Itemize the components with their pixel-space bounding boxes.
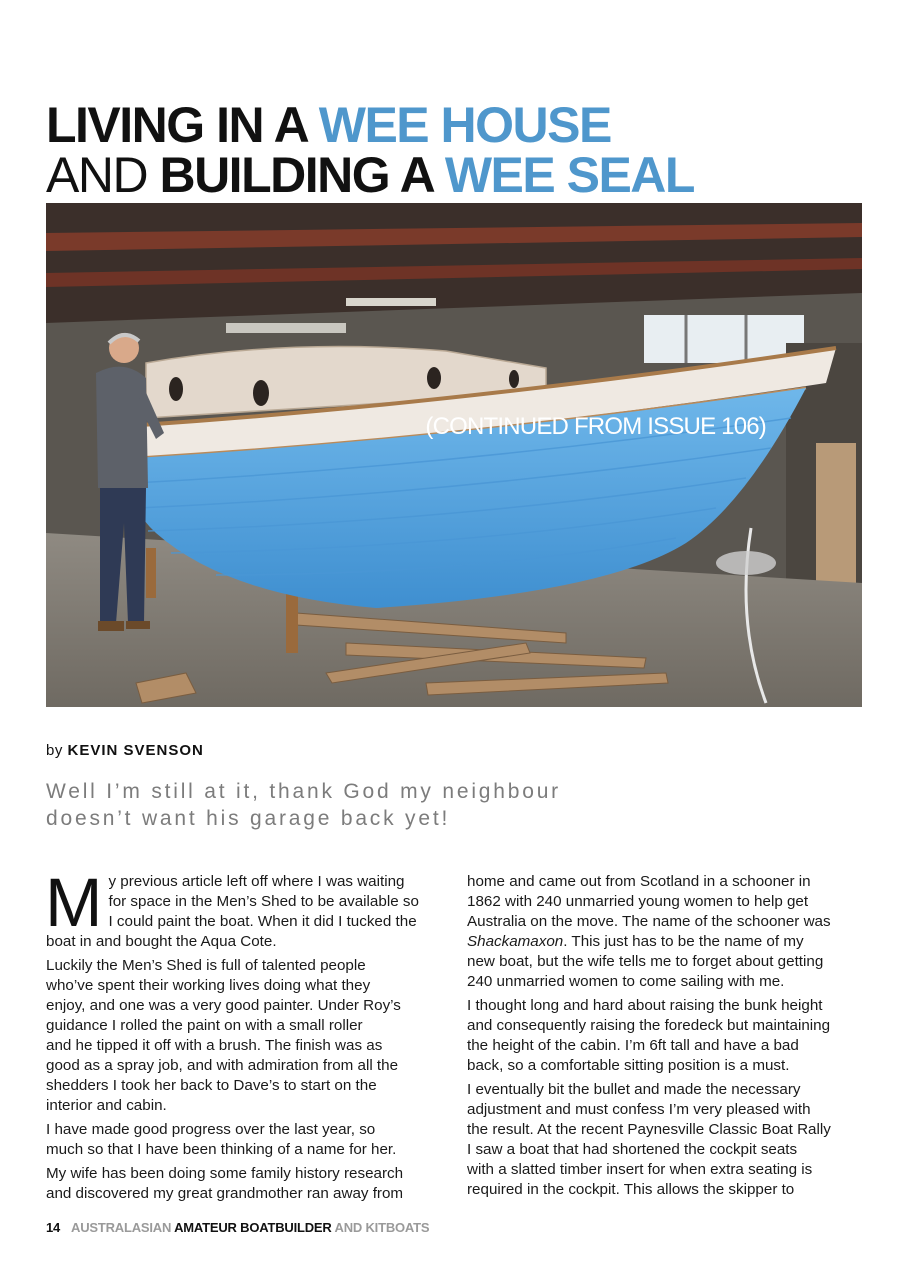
text-line: shedders I took her back to Dave’s to start on the — [46, 1077, 377, 1094]
paragraph — [46, 1164, 436, 1204]
paragraph — [46, 956, 436, 1116]
magazine-name-part-2: AMATEUR BOATBUILDER — [174, 1220, 332, 1235]
text-line: I thought long and hard about raising the bunk height — [467, 997, 823, 1014]
text-line: the height of the cabin. I’m 6ft tall and have a bad — [467, 1037, 799, 1054]
text-line: 240 unmarried women to come sailing with me. — [467, 973, 785, 990]
drop-cap: M — [45, 864, 103, 941]
text-line: and he tipped it off with a brush. The finish was as — [46, 1037, 383, 1054]
boat-illustration — [46, 203, 862, 707]
headline-line-2: AND BUILDING A WEE SEAL — [46, 147, 694, 203]
headline-line-1: LIVING IN A WEE HOUSE — [46, 97, 611, 153]
headline — [46, 97, 866, 203]
page-footer — [46, 1220, 429, 1235]
text-line: good as a spray job, and with admiration from all the — [46, 1057, 399, 1074]
text-line: boat in and bought the Aqua Cote. — [46, 933, 277, 950]
text-line: with a slatted timber insert for when extra seating is — [467, 1161, 813, 1178]
text-line: Luckily the Men’s Shed is full of talented people — [46, 957, 366, 974]
text-line: the result. At the recent Paynesville Classic Boat Rally — [467, 1121, 831, 1138]
page-number: 14 — [46, 1220, 61, 1235]
ship-name: Shackamaxon — [467, 933, 564, 950]
text-line: Australia on the move. The name of the schooner was — [467, 913, 831, 930]
text-line: enjoy, and one was a very good painter. Under Roy’s — [46, 997, 401, 1014]
byline-prefix: by — [46, 742, 63, 759]
magazine-name-part-1: AUSTRALASIAN — [71, 1220, 175, 1235]
paragraph — [467, 1080, 865, 1200]
text-line: interior and cabin. — [46, 1097, 167, 1114]
paragraph — [467, 996, 865, 1076]
body-column-2 — [467, 872, 865, 1204]
text-line — [467, 932, 865, 952]
text-fragment: . This just has to be the name of my — [563, 933, 804, 950]
byline — [46, 742, 204, 759]
text-line: I have made good progress over the last year, so — [46, 1121, 376, 1138]
text-line: for space in the Men’s Shed to be available so — [108, 893, 419, 910]
magazine-name-part-3: AND KITBOATS — [331, 1220, 430, 1235]
continued-caption: (CONTINUED FROM ISSUE 106) — [425, 413, 766, 440]
body-column-1 — [45, 864, 436, 1208]
text-line: home and came out from Scotland in a schooner in — [467, 873, 811, 890]
text-line: who’ve spent their working lives doing what they — [46, 977, 371, 994]
lede-line-1: Well I’m still at it, thank God my neighbour — [46, 780, 561, 803]
boat-photo — [46, 203, 862, 707]
text-line: adjustment and must confess I’m very pleased with — [467, 1101, 811, 1118]
text-line: and discovered my great grandmother ran away from — [46, 1185, 404, 1202]
text-line: new boat, but the wife tells me to forget about getting — [467, 953, 824, 970]
text-line: y previous article left off where I was waiting — [108, 873, 405, 890]
text-line: back, so a comfortable sitting position is a must. — [467, 1057, 790, 1074]
paragraph — [467, 872, 865, 992]
lede — [46, 778, 606, 832]
text-line: required in the cockpit. This allows the skipper to — [467, 1181, 795, 1198]
text-line: I eventually bit the bullet and made the necessary — [467, 1081, 801, 1098]
lede-line-2: doesn’t want his garage back yet! — [46, 807, 451, 830]
paragraph — [46, 1120, 436, 1160]
text-line: and consequently raising the foredeck but maintaining — [467, 1017, 831, 1034]
text-line: I saw a boat that had shortened the cockpit seats — [467, 1141, 798, 1158]
text-line: My wife has been doing some family history research — [46, 1165, 404, 1182]
author-name: KEVIN SVENSON — [67, 742, 204, 759]
text-line: I could paint the boat. When it did I tucked the — [108, 913, 417, 930]
text-line: 1862 with 240 unmarried young women to help get — [467, 893, 809, 910]
text-line: much so that I have been thinking of a name for her. — [46, 1141, 397, 1158]
text-line: guidance I rolled the paint on with a small roller — [46, 1017, 363, 1034]
paragraph — [45, 864, 436, 952]
